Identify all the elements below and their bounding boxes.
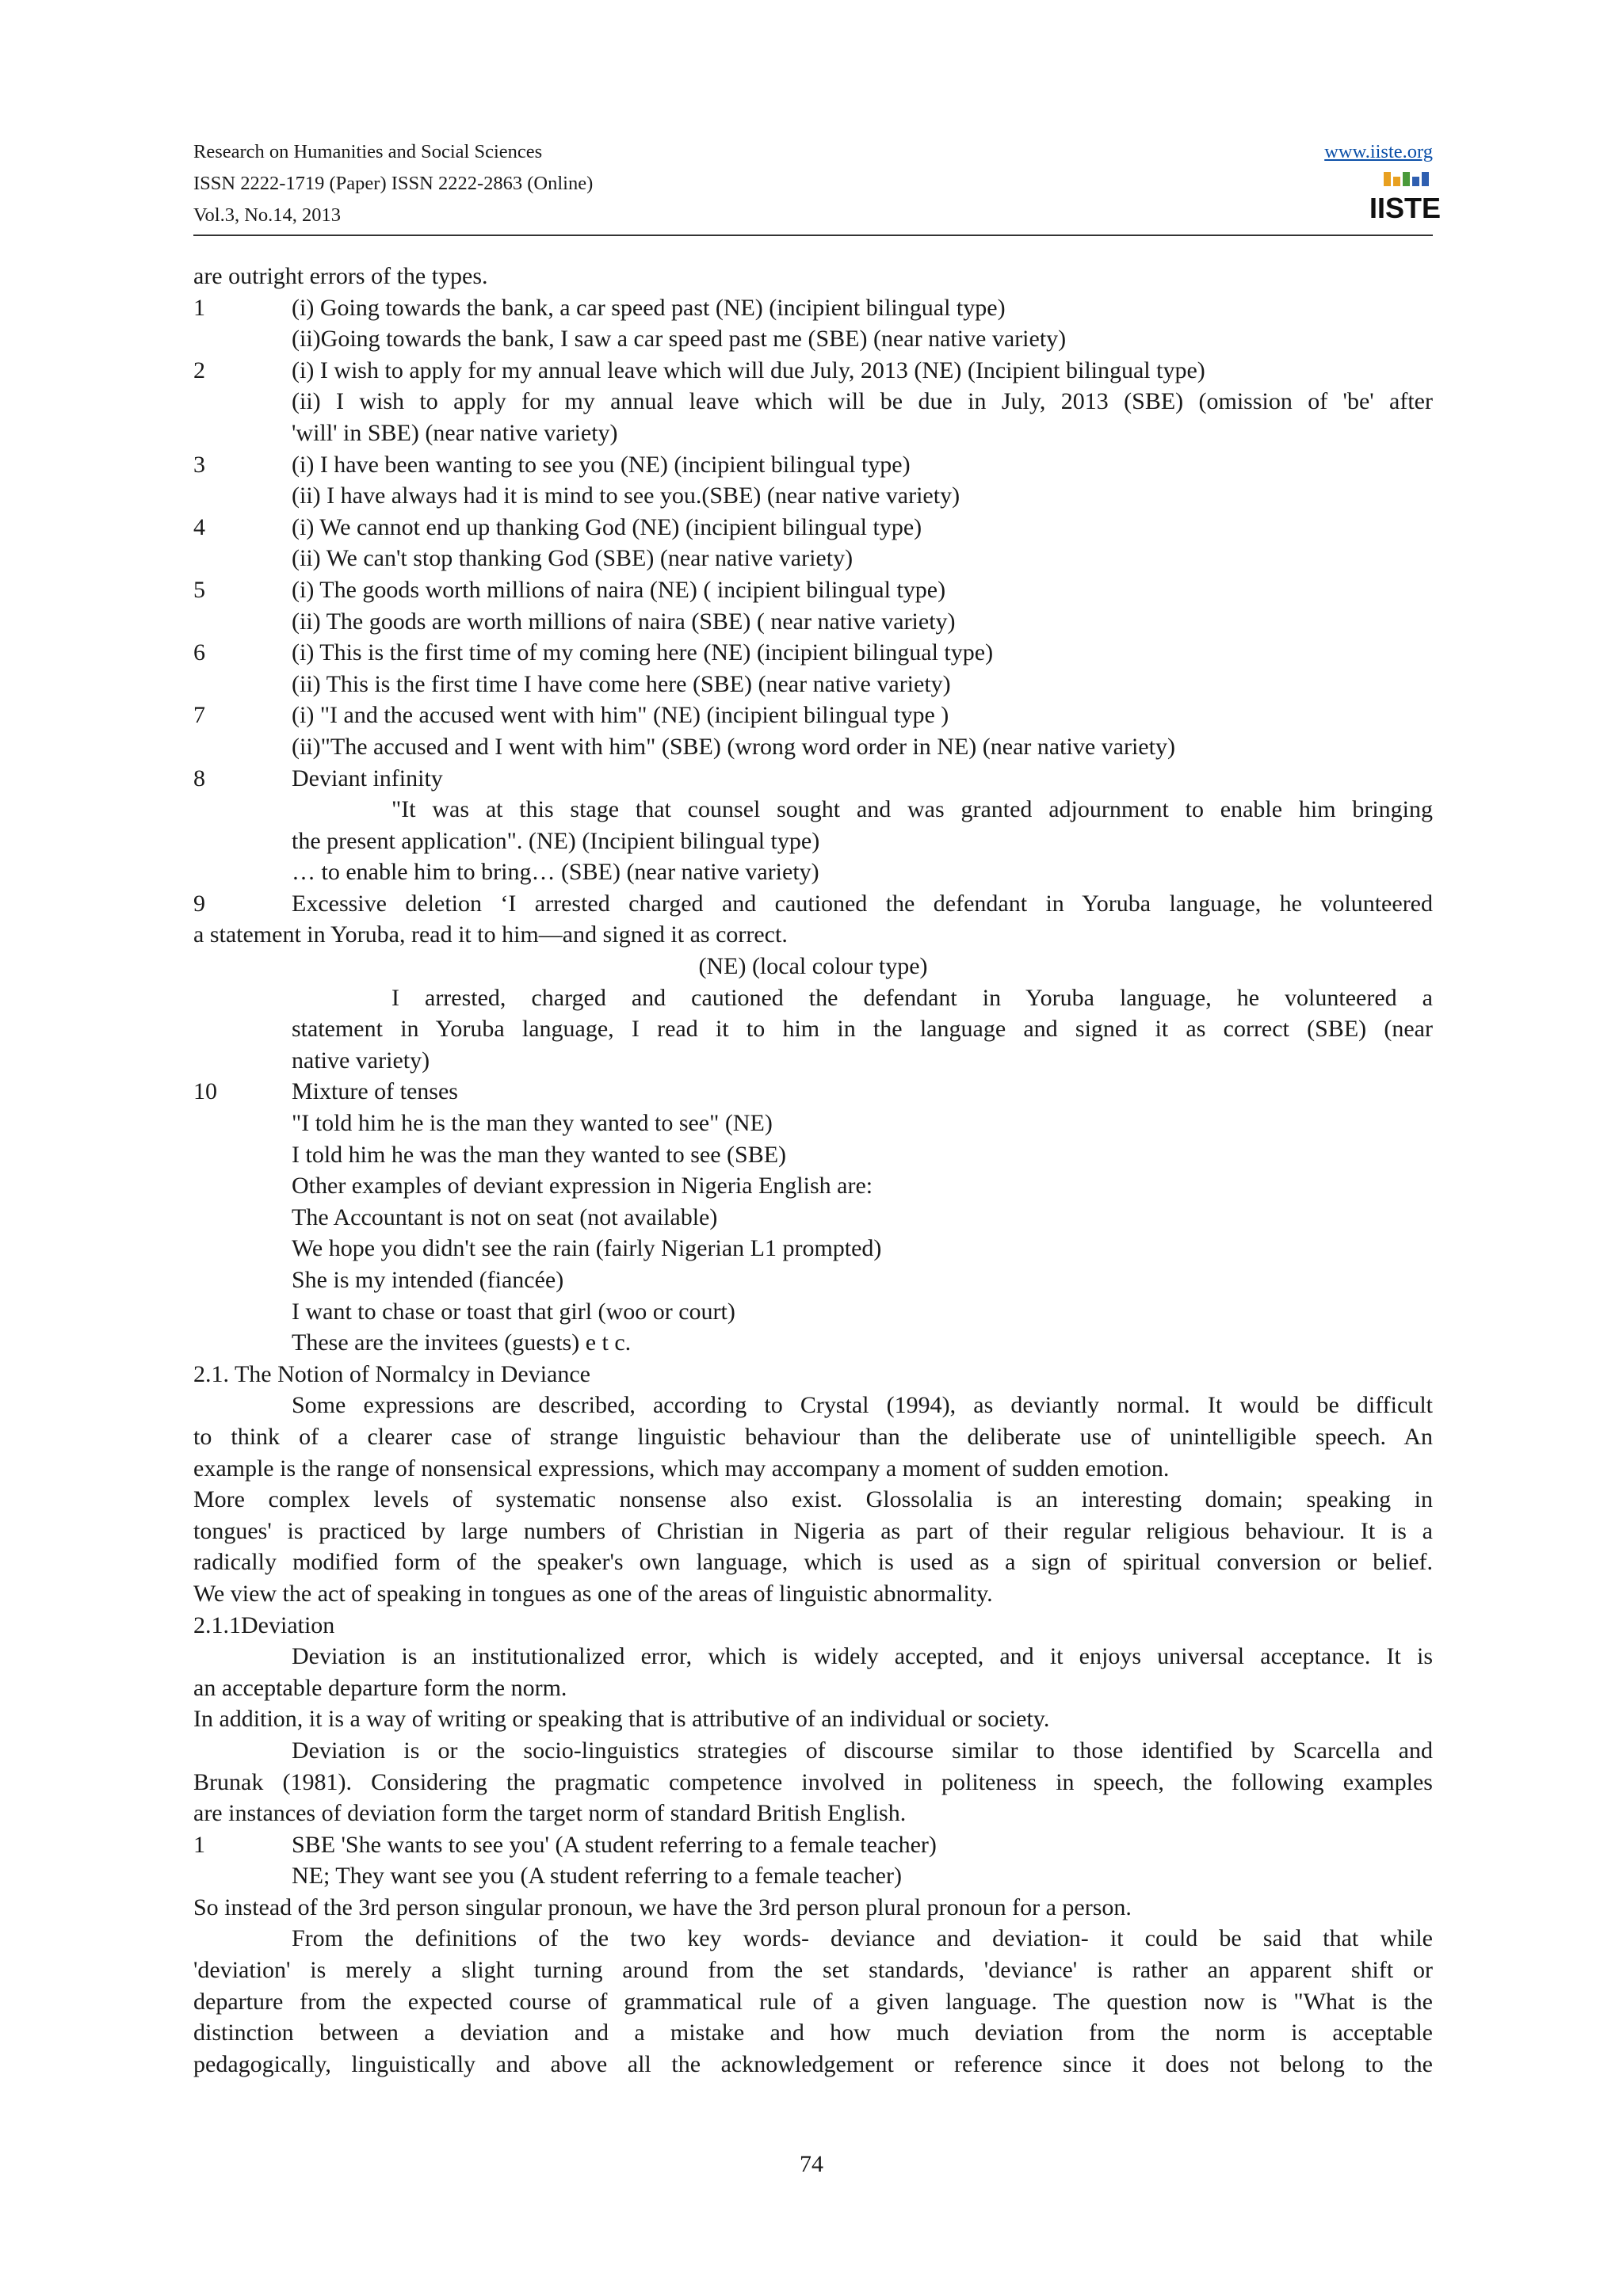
- text-line: [193, 1390, 1433, 1421]
- example-number: 8: [193, 765, 205, 791]
- text-line: [193, 480, 1433, 512]
- text-line: [193, 1045, 1433, 1077]
- text-line: [193, 1860, 1433, 1892]
- text-line: [193, 1170, 1433, 1202]
- text-line: [193, 669, 1433, 700]
- line-text: (ii)"The accused and I went with him" (SBE) (wrong word order in NE) (near native variety): [292, 733, 1175, 760]
- text-line: [193, 543, 1433, 574]
- line-text: I want to chase or toast that girl (woo or court): [292, 1298, 735, 1325]
- line-text: statement in Yoruba language, I read it to him in the language and signed it as correct (SBE) (near: [292, 1016, 1433, 1043]
- line-text: 'will' in SBE) (near native variety): [292, 419, 618, 446]
- line-text: (ii) I wish to apply for my annual leave which will be due in July, 2013 (SBE) (omission of 'be' after: [292, 388, 1433, 415]
- line-text: Brunak (1981). Considering the pragmatic competence involved in politeness in speech, the following examples: [193, 1768, 1433, 1795]
- text-line: [193, 794, 1433, 826]
- line-text: (i) I wish to apply for my annual leave which will due July, 2013 (NE) (Incipient bilingual type): [292, 357, 1205, 383]
- line-text: We hope you didn't see the rain (fairly Nigerian L1 prompted): [292, 1235, 882, 1262]
- example-number: 6: [193, 639, 205, 666]
- line-text: More complex levels of systematic nonsense also exist. Glossolalia is an interesting domain; speaking in: [193, 1486, 1433, 1513]
- line-text: In addition, it is a way of writing or speaking that is attributive of an individual or society.: [193, 1706, 1050, 1733]
- line-text: Mixture of tenses: [292, 1078, 458, 1105]
- line-text: tongues' is practiced by large numbers of Christian in Nigeria as part of their regular religious behaviour. It is a: [193, 1517, 1433, 1544]
- text-line: [193, 888, 1433, 920]
- text-line: [193, 1516, 1433, 1547]
- line-text: (i) The goods worth millions of naira (NE) ( incipient bilingual type): [292, 576, 946, 603]
- line-text: Deviation is or the socio-linguistics strategies of discourse similar to those identified by Scarcella and: [292, 1737, 1433, 1764]
- header-rule: [193, 235, 1433, 236]
- line-text: (i) We cannot end up thanking God (NE) (incipient bilingual type): [292, 513, 922, 540]
- text-line: [193, 1264, 1433, 1296]
- line-text: the present application". (NE) (Incipient bilingual type): [292, 827, 820, 854]
- example-number: 9: [193, 890, 205, 917]
- line-text: NE; They want see you (A student referring to a female teacher): [292, 1863, 902, 1890]
- text-line: [193, 1578, 1433, 1610]
- volume-line: Vol.3, No.14, 2013: [193, 204, 342, 226]
- line-text: She is my intended (fiancée): [292, 1267, 564, 1293]
- line-text: SBE 'She wants to see you' (A student referring to a female teacher): [292, 1831, 937, 1858]
- text-line: [193, 418, 1433, 449]
- line-text: These are the invitees (guests) e t c.: [292, 1329, 632, 1356]
- line-text: Deviation is an institutionalized error, which is widely accepted, and it enjoys universal acceptance. It is: [292, 1643, 1433, 1670]
- text-line: [193, 292, 1433, 324]
- text-line: [193, 1484, 1433, 1516]
- text-line: [193, 449, 1433, 481]
- text-line: [193, 700, 1433, 731]
- line-text: a statement in Yoruba, read it to him—and signed it as correct.: [193, 921, 788, 948]
- text-line: [193, 1233, 1433, 1264]
- line-text: Deviant infinity: [292, 765, 443, 791]
- line-text: native variety): [292, 1047, 430, 1074]
- text-line: [193, 574, 1433, 606]
- line-text: Some expressions are described, according to Crystal (1994), as deviantly normal. It would be difficult: [292, 1392, 1433, 1419]
- line-text: 2.1.1Deviation: [193, 1611, 335, 1638]
- line-text: radically modified form of the speaker's own language, which is used as a sign of spiritual conversion or belief.: [193, 1549, 1433, 1576]
- line-text: are instances of deviation form the target norm of standard British English.: [193, 1800, 907, 1827]
- line-text: (i) This is the first time of my coming here (NE) (incipient bilingual type): [292, 639, 994, 666]
- line-text: (i) "I and the accused went with him" (NE) (incipient bilingual type ): [292, 702, 949, 729]
- text-line: [193, 1076, 1433, 1108]
- text-line: [193, 1735, 1433, 1767]
- text-line: [193, 982, 1433, 1014]
- text-line: [193, 1798, 1433, 1829]
- line-text: (i) Going towards the bank, a car speed past (NE) (incipient bilingual type): [292, 294, 1006, 321]
- page-header: [193, 136, 1442, 231]
- line-text: Excessive deletion ‘I arrested charged and cautioned the defendant in Yoruba language, he volunteered: [292, 890, 1433, 917]
- line-text: 2.1. The Notion of Normalcy in Deviance: [193, 1360, 590, 1387]
- text-line: [193, 919, 1433, 951]
- text-line: [193, 2049, 1433, 2081]
- line-text: pedagogically, linguistically and above all the acknowledgement or reference since it does not belong to the: [193, 2050, 1433, 2077]
- text-line: [193, 1892, 1433, 1924]
- text-line: [193, 1327, 1433, 1359]
- text-line: [193, 1767, 1433, 1798]
- text-line: [193, 323, 1433, 355]
- text-line: [193, 512, 1433, 543]
- text-line: [193, 1610, 1433, 1642]
- example-number: 7: [193, 702, 205, 729]
- line-text: example is the range of nonsensical expressions, which may accompany a moment of sudden emotion.: [193, 1455, 1170, 1482]
- article-body: [193, 261, 1433, 2080]
- iiste-logo: [1369, 170, 1442, 229]
- text-line: [193, 1359, 1433, 1390]
- text-line: [193, 1547, 1433, 1578]
- text-line: [193, 763, 1433, 795]
- text-line: [193, 1421, 1433, 1453]
- logo-lettering: IISTE: [1369, 192, 1442, 224]
- example-number: 1: [193, 294, 205, 321]
- line-text: are outright errors of the types.: [193, 263, 488, 289]
- example-number: 1: [193, 1831, 205, 1858]
- text-line: [193, 1829, 1433, 1861]
- journal-title: Research on Humanities and Social Sciences: [193, 141, 543, 162]
- text-line: [193, 1202, 1433, 1234]
- text-line: [193, 1672, 1433, 1704]
- text-line: [193, 606, 1433, 638]
- text-line: [193, 731, 1433, 763]
- line-text: departure from the expected course of grammatical rule of a given language. The question now is "What is the: [193, 1988, 1433, 2015]
- text-line: [193, 1108, 1433, 1139]
- line-text: (ii) The goods are worth millions of naira (SBE) ( near native variety): [292, 608, 956, 635]
- page-number: 74: [800, 2151, 823, 2177]
- text-line: [193, 1296, 1433, 1328]
- line-text: distinction between a deviation and a mistake and how much deviation from the norm is acceptable: [193, 2019, 1433, 2046]
- text-line: [193, 1703, 1433, 1735]
- line-text: (ii) We can't stop thanking God (SBE) (near native variety): [292, 545, 854, 572]
- line-text: I arrested, charged and cautioned the defendant in Yoruba language, he volunteered a: [391, 984, 1433, 1011]
- text-line: [193, 261, 1433, 292]
- line-text: The Accountant is not on seat (not available): [292, 1203, 718, 1230]
- text-line: [193, 1453, 1433, 1485]
- text-line: [193, 1986, 1433, 2018]
- line-text: We view the act of speaking in tongues as one of the areas of linguistic abnormality.: [193, 1580, 993, 1607]
- line-text: "It was at this stage that counsel sought and was granted adjournment to enable him bringing: [391, 796, 1433, 823]
- example-number: 10: [193, 1078, 217, 1105]
- example-number: 3: [193, 451, 205, 478]
- line-text: From the definitions of the two key words- deviance and deviation- it could be said that while: [292, 1925, 1433, 1952]
- text-line: [193, 951, 1433, 982]
- line-text: 'deviation' is merely a slight turning around from the set standards, 'deviance' is rather an apparent shift or: [193, 1957, 1433, 1984]
- example-number: 5: [193, 576, 205, 603]
- line-text: "I told him he is the man they wanted to see" (NE): [292, 1110, 773, 1137]
- line-text: (NE) (local colour type): [698, 953, 928, 980]
- journal-website-link[interactable]: www.iiste.org: [1324, 141, 1433, 162]
- text-line: [193, 386, 1433, 418]
- line-text: (ii)Going towards the bank, I saw a car speed past me (SBE) (near native variety): [292, 326, 1067, 353]
- example-number: 2: [193, 357, 205, 383]
- line-text: … to enable him to bring… (SBE) (near native variety): [292, 859, 819, 886]
- text-line: [193, 1139, 1433, 1171]
- issn-line: ISSN 2222-1719 (Paper) ISSN 2222-2863 (Online): [193, 173, 594, 194]
- text-line: [193, 1013, 1433, 1045]
- text-line: [193, 637, 1433, 669]
- line-text: (ii) This is the first time I have come here (SBE) (near native variety): [292, 670, 951, 697]
- text-line: [193, 1641, 1433, 1672]
- line-text: So instead of the 3rd person singular pronoun, we have the 3rd person plural pronoun for a person.: [193, 1894, 1132, 1920]
- text-line: [193, 355, 1433, 387]
- line-text: (ii) I have always had it is mind to see you.(SBE) (near native variety): [292, 482, 960, 509]
- line-text: Other examples of deviant expression in Nigeria English are:: [292, 1173, 873, 1199]
- text-line: [193, 1923, 1433, 1955]
- line-text: an acceptable departure form the norm.: [193, 1674, 567, 1701]
- text-line: [193, 826, 1433, 857]
- line-text: I told him he was the man they wanted to see (SBE): [292, 1141, 787, 1168]
- example-number: 4: [193, 513, 205, 540]
- text-line: [193, 856, 1433, 888]
- text-line: [193, 2017, 1433, 2049]
- line-text: to think of a clearer case of strange linguistic behaviour than the deliberate use of unintelligible speech. An: [193, 1423, 1433, 1450]
- line-text: (i) I have been wanting to see you (NE) (incipient bilingual type): [292, 451, 911, 478]
- text-line: [193, 1955, 1433, 1986]
